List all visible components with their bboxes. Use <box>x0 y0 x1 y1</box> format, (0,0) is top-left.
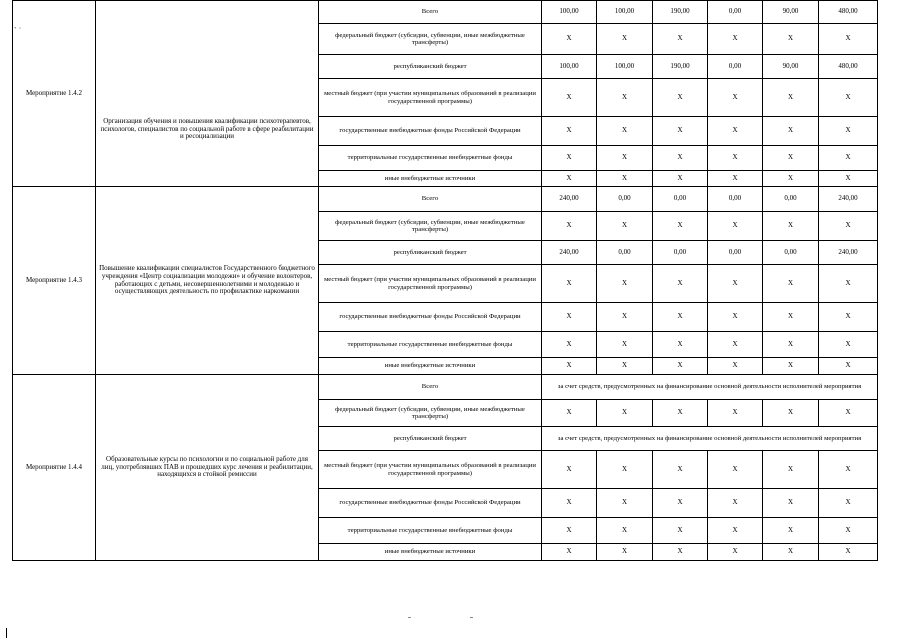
amount-cell: 480,00 <box>819 55 878 79</box>
funding-source: территориальные государственные внебюджетные фонды <box>319 518 542 544</box>
amount-cell: 0,00 <box>708 187 763 212</box>
funding-source: государственные внебюджетные фонды Российской Федерации <box>319 489 542 518</box>
amount-cell: 90,00 <box>763 55 819 79</box>
amount-cell: 240,00 <box>819 187 878 212</box>
amount-cell: X <box>708 24 763 55</box>
amount-cell: X <box>819 212 878 241</box>
amount-cell: X <box>708 79 763 117</box>
funding-source: местный бюджет (при участии муниципальных образований в реализации государственной программы) <box>319 451 542 489</box>
amount-cell: X <box>542 171 597 187</box>
amount-cell: X <box>819 79 878 117</box>
amount-cell: X <box>597 451 653 489</box>
event-id: Мероприятие 1.4.3 <box>13 187 96 375</box>
amount-cell: X <box>653 544 708 561</box>
amount-cell: X <box>653 117 708 146</box>
amount-cell: X <box>763 146 819 171</box>
amount-cell: 100,00 <box>542 1 597 24</box>
amount-cell: X <box>653 303 708 332</box>
amount-cell: X <box>597 332 653 358</box>
margin-mark <box>6 628 10 638</box>
amount-cell: X <box>763 489 819 518</box>
amount-cell: X <box>597 358 653 375</box>
amount-cell: X <box>597 400 653 427</box>
amount-cell: 0,00 <box>708 1 763 24</box>
amount-cell: X <box>763 171 819 187</box>
amount-cell: X <box>542 358 597 375</box>
amount-cell: 0,00 <box>653 187 708 212</box>
amount-cell: X <box>542 400 597 427</box>
amount-cell: X <box>763 332 819 358</box>
amount-cell: X <box>708 489 763 518</box>
amount-cell: X <box>708 451 763 489</box>
amount-cell: X <box>708 358 763 375</box>
amount-cell: X <box>597 544 653 561</box>
amount-cell: X <box>542 265 597 303</box>
funding-source: иные внебюджетные источники <box>319 171 542 187</box>
amount-cell: X <box>708 544 763 561</box>
amount-cell: 240,00 <box>819 241 878 265</box>
amount-cell: X <box>597 117 653 146</box>
corner-mark: ` ˙ <box>14 26 22 35</box>
amount-cell: X <box>653 146 708 171</box>
amount-cell: X <box>597 212 653 241</box>
amount-cell: X <box>819 332 878 358</box>
amount-cell: 190,00 <box>653 1 708 24</box>
amount-cell: 240,00 <box>542 241 597 265</box>
amount-cell: 0,00 <box>708 55 763 79</box>
amount-cell: X <box>819 518 878 544</box>
amount-cell: X <box>763 358 819 375</box>
funding-source: государственные внебюджетные фонды Российской Федерации <box>319 117 542 146</box>
funding-source: территориальные государственные внебюджетные фонды <box>319 332 542 358</box>
event-id: Мероприятие 1.4.2 <box>13 1 96 187</box>
budget-table <box>12 0 878 561</box>
funding-source: иные внебюджетные источники <box>319 544 542 561</box>
amount-cell: X <box>653 489 708 518</box>
amount-cell: X <box>819 451 878 489</box>
funding-source: иные внебюджетные источники <box>319 358 542 375</box>
amount-cell: 0,00 <box>763 187 819 212</box>
amount-cell: X <box>763 518 819 544</box>
amount-cell: X <box>653 24 708 55</box>
amount-cell: X <box>597 171 653 187</box>
amount-cell: 0,00 <box>653 241 708 265</box>
amount-cell: X <box>819 400 878 427</box>
event-id: Мероприятие 1.4.4 <box>13 375 96 561</box>
scan-speck <box>408 617 411 618</box>
funding-note: за счет средств, предусмотренных на финансирование основной деятельности исполнителей мероприятия <box>542 375 878 400</box>
table-row <box>13 1 878 24</box>
amount-cell: X <box>708 518 763 544</box>
amount-cell: 0,00 <box>597 187 653 212</box>
scan-speck <box>470 617 473 618</box>
amount-cell: X <box>597 303 653 332</box>
amount-cell: X <box>819 171 878 187</box>
table-body <box>13 1 878 561</box>
amount-cell: 0,00 <box>597 241 653 265</box>
amount-cell: X <box>819 24 878 55</box>
funding-source: федеральный бюджет (субсидии, субвенции, иные межбюджетные трансферты) <box>319 24 542 55</box>
funding-source: федеральный бюджет (субсидии, субвенции, иные межбюджетные трансферты) <box>319 212 542 241</box>
amount-cell: X <box>819 544 878 561</box>
amount-cell: 480,00 <box>819 1 878 24</box>
amount-cell: X <box>597 489 653 518</box>
amount-cell: X <box>763 212 819 241</box>
amount-cell: X <box>763 544 819 561</box>
amount-cell: X <box>597 79 653 117</box>
amount-cell: X <box>763 265 819 303</box>
event-name: Организация обучения и повышения квалификации психотерапевтов, психологов, специалистов по социальной работе в сфере реабилитации и ресоциализации <box>96 1 319 187</box>
amount-cell: X <box>708 332 763 358</box>
funding-source: Всего <box>319 187 542 212</box>
amount-cell: X <box>653 332 708 358</box>
funding-source: республиканский бюджет <box>319 427 542 451</box>
amount-cell: 90,00 <box>763 1 819 24</box>
amount-cell: 100,00 <box>597 55 653 79</box>
funding-source: государственные внебюджетные фонды Российской Федерации <box>319 303 542 332</box>
funding-source: Всего <box>319 1 542 24</box>
amount-cell: X <box>542 489 597 518</box>
amount-cell: X <box>763 117 819 146</box>
amount-cell: X <box>708 265 763 303</box>
table-row <box>13 187 878 212</box>
amount-cell: X <box>597 518 653 544</box>
amount-cell: X <box>763 400 819 427</box>
funding-source: местный бюджет (при участии муниципальных образований в реализации государственной программы) <box>319 265 542 303</box>
amount-cell: X <box>653 171 708 187</box>
amount-cell: 240,00 <box>542 187 597 212</box>
amount-cell: X <box>819 117 878 146</box>
amount-cell: X <box>597 24 653 55</box>
amount-cell: X <box>653 400 708 427</box>
amount-cell: X <box>597 265 653 303</box>
funding-source: федеральный бюджет (субсидии, субвенции, иные межбюджетные трансферты) <box>319 400 542 427</box>
funding-source: местный бюджет (при участии муниципальных образований в реализации государственной программы) <box>319 79 542 117</box>
amount-cell: X <box>542 544 597 561</box>
amount-cell: X <box>542 24 597 55</box>
amount-cell: X <box>542 146 597 171</box>
amount-cell: X <box>763 303 819 332</box>
amount-cell: X <box>542 79 597 117</box>
amount-cell: X <box>819 303 878 332</box>
amount-cell: 190,00 <box>653 55 708 79</box>
amount-cell: X <box>653 451 708 489</box>
amount-cell: X <box>763 24 819 55</box>
amount-cell: X <box>708 400 763 427</box>
amount-cell: X <box>763 79 819 117</box>
amount-cell: X <box>542 212 597 241</box>
funding-source: территориальные государственные внебюджетные фонды <box>319 146 542 171</box>
amount-cell: X <box>819 265 878 303</box>
funding-note: за счет средств, предусмотренных на финансирование основной деятельности исполнителей мероприятия <box>542 427 878 451</box>
amount-cell: X <box>542 518 597 544</box>
amount-cell: X <box>708 117 763 146</box>
amount-cell: X <box>653 79 708 117</box>
amount-cell: X <box>708 171 763 187</box>
event-name: Повышение квалификации специалистов Государственного бюджетного учреждения «Центр социализации молодежи» и обучение волонтеров, работающих с детьми, несовершеннолетними и молодежью и осуществляющих деятельность по профилактике наркомании <box>96 187 319 375</box>
table-row <box>13 375 878 400</box>
funding-source: республиканский бюджет <box>319 241 542 265</box>
amount-cell: X <box>763 451 819 489</box>
amount-cell: X <box>653 265 708 303</box>
amount-cell: X <box>819 358 878 375</box>
amount-cell: 0,00 <box>763 241 819 265</box>
amount-cell: 100,00 <box>542 55 597 79</box>
funding-source: Всего <box>319 375 542 400</box>
amount-cell: X <box>542 303 597 332</box>
funding-source: республиканский бюджет <box>319 55 542 79</box>
amount-cell: X <box>597 146 653 171</box>
amount-cell: X <box>819 146 878 171</box>
amount-cell: X <box>819 489 878 518</box>
amount-cell: 100,00 <box>597 1 653 24</box>
amount-cell: 0,00 <box>708 241 763 265</box>
amount-cell: X <box>653 212 708 241</box>
amount-cell: X <box>542 332 597 358</box>
amount-cell: X <box>708 146 763 171</box>
amount-cell: X <box>708 303 763 332</box>
amount-cell: X <box>708 212 763 241</box>
amount-cell: X <box>542 117 597 146</box>
event-name: Образовательные курсы по психологии и по социальной работе для лиц, употреблявших ПАВ и прошедших курс лечения и реабилитации, находящихся в стойкой ремиссии <box>96 375 319 561</box>
amount-cell: X <box>653 358 708 375</box>
amount-cell: X <box>653 518 708 544</box>
amount-cell: X <box>542 451 597 489</box>
